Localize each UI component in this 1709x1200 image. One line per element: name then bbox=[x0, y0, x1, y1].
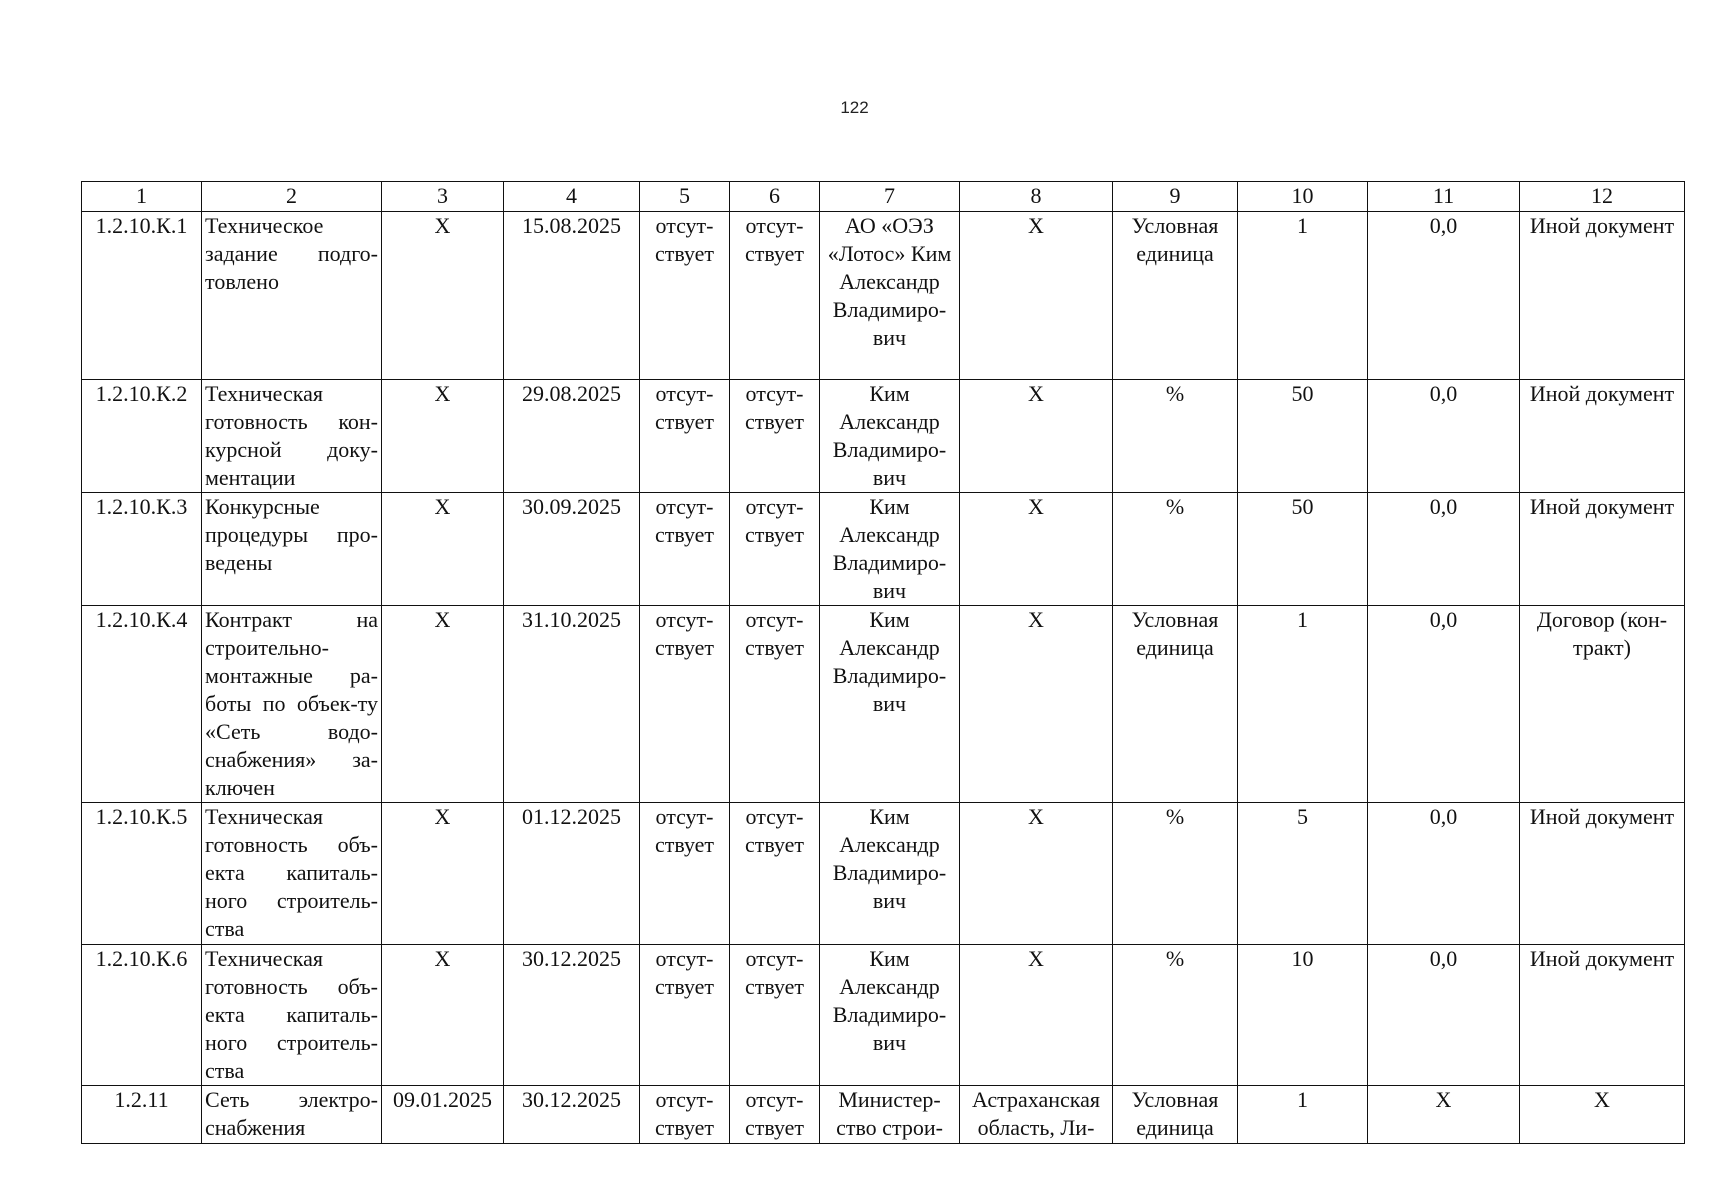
row-unit: % bbox=[1113, 803, 1238, 945]
row-col5: отсут-ствует bbox=[640, 945, 730, 1086]
column-number: 7 bbox=[820, 182, 960, 212]
column-number: 10 bbox=[1238, 182, 1368, 212]
table-row bbox=[82, 380, 1685, 493]
row-value: 5 bbox=[1238, 803, 1368, 945]
row-col11: Х bbox=[1368, 1086, 1520, 1144]
table-row bbox=[82, 803, 1685, 945]
row-col5: отсут-ствует bbox=[640, 380, 730, 493]
row-value: 50 bbox=[1238, 493, 1368, 606]
row-end: 30.12.2025 bbox=[504, 945, 640, 1086]
row-start: Х bbox=[382, 803, 504, 945]
page-number: 122 bbox=[840, 98, 869, 117]
row-col5: отсут-ствует bbox=[640, 606, 730, 803]
column-number: 9 bbox=[1113, 182, 1238, 212]
row-col6: отсут-ствует bbox=[730, 493, 820, 606]
table-row bbox=[82, 945, 1685, 1086]
row-col5: отсут-ствует bbox=[640, 803, 730, 945]
row-responsible: Министер-ство строи- bbox=[820, 1086, 960, 1144]
row-value: 1 bbox=[1238, 1086, 1368, 1144]
row-col11: 0,0 bbox=[1368, 212, 1520, 380]
column-number: 11 bbox=[1368, 182, 1520, 212]
row-responsible: Ким Александр Владимиро-вич bbox=[820, 493, 960, 606]
row-unit: % bbox=[1113, 380, 1238, 493]
column-number: 5 bbox=[640, 182, 730, 212]
row-col6: отсут-ствует bbox=[730, 803, 820, 945]
schedule-table bbox=[81, 181, 1685, 1144]
table-row bbox=[82, 1086, 1685, 1144]
column-number: 2 bbox=[202, 182, 382, 212]
row-col8: Х bbox=[960, 945, 1113, 1086]
row-start: Х bbox=[382, 606, 504, 803]
row-end: 31.10.2025 bbox=[504, 606, 640, 803]
column-number: 1 bbox=[82, 182, 202, 212]
row-col11: 0,0 bbox=[1368, 606, 1520, 803]
row-unit: % bbox=[1113, 493, 1238, 606]
row-value: 1 bbox=[1238, 212, 1368, 380]
column-number: 3 bbox=[382, 182, 504, 212]
row-document: Договор (кон-тракт) bbox=[1520, 606, 1685, 803]
column-number: 6 bbox=[730, 182, 820, 212]
row-col6: отсут-ствует bbox=[730, 1086, 820, 1144]
table-row bbox=[82, 493, 1685, 606]
row-start: Х bbox=[382, 380, 504, 493]
row-id: 1.2.11 bbox=[82, 1086, 202, 1144]
row-id: 1.2.10.К.1 bbox=[82, 212, 202, 380]
row-col6: отсут-ствует bbox=[730, 945, 820, 1086]
row-col6: отсут-ствует bbox=[730, 212, 820, 380]
row-col6: отсут-ствует bbox=[730, 380, 820, 493]
row-col8: Х bbox=[960, 606, 1113, 803]
row-document: Иной документ bbox=[1520, 945, 1685, 1086]
row-unit: Условная единица bbox=[1113, 212, 1238, 380]
row-col11: 0,0 bbox=[1368, 493, 1520, 606]
row-responsible: Ким Александр Владимиро-вич bbox=[820, 945, 960, 1086]
row-name: Техническое задание подго-товлено bbox=[202, 212, 382, 380]
row-start: Х bbox=[382, 945, 504, 1086]
row-col8: Астраханская область, Ли- bbox=[960, 1086, 1113, 1144]
row-value: 1 bbox=[1238, 606, 1368, 803]
row-end: 01.12.2025 bbox=[504, 803, 640, 945]
row-name: Техническая готовность объ-екта капиталь-ного строитель-ства bbox=[202, 945, 382, 1086]
row-col11: 0,0 bbox=[1368, 803, 1520, 945]
row-responsible: Ким Александр Владимиро-вич bbox=[820, 803, 960, 945]
row-start: Х bbox=[382, 212, 504, 380]
row-name: Техническая готовность кон-курсной доку-ментации bbox=[202, 380, 382, 493]
row-unit: % bbox=[1113, 945, 1238, 1086]
row-document: Иной документ bbox=[1520, 803, 1685, 945]
row-col5: отсут-ствует bbox=[640, 1086, 730, 1144]
column-number-row bbox=[82, 182, 1685, 212]
row-unit: Условная единица bbox=[1113, 606, 1238, 803]
row-col5: отсут-ствует bbox=[640, 493, 730, 606]
table-row bbox=[82, 606, 1685, 803]
row-start: Х bbox=[382, 493, 504, 606]
column-number: 8 bbox=[960, 182, 1113, 212]
row-col8: Х bbox=[960, 493, 1113, 606]
row-id: 1.2.10.К.2 bbox=[82, 380, 202, 493]
row-name: Контракт на строительно-монтажные ра-боты по объек-ту «Сеть водо-снабжения» за-ключен bbox=[202, 606, 382, 803]
row-col8: Х bbox=[960, 803, 1113, 945]
row-document: Иной документ bbox=[1520, 380, 1685, 493]
row-name: Сеть электро-снабжения bbox=[202, 1086, 382, 1144]
row-end: 29.08.2025 bbox=[504, 380, 640, 493]
row-col6: отсут-ствует bbox=[730, 606, 820, 803]
row-document: Х bbox=[1520, 1086, 1685, 1144]
row-end: 15.08.2025 bbox=[504, 212, 640, 380]
column-number: 4 bbox=[504, 182, 640, 212]
row-col8: Х bbox=[960, 380, 1113, 493]
row-start: 09.01.2025 bbox=[382, 1086, 504, 1144]
row-id: 1.2.10.К.4 bbox=[82, 606, 202, 803]
row-value: 50 bbox=[1238, 380, 1368, 493]
row-document: Иной документ bbox=[1520, 493, 1685, 606]
row-responsible: Ким Александр Владимиро-вич bbox=[820, 606, 960, 803]
row-col5: отсут-ствует bbox=[640, 212, 730, 380]
row-document: Иной документ bbox=[1520, 212, 1685, 380]
row-name: Техническая готовность объ-екта капиталь-ного строитель-ства bbox=[202, 803, 382, 945]
row-id: 1.2.10.К.3 bbox=[82, 493, 202, 606]
row-responsible: АО «ОЭЗ «Лотос» Ким Александр Владимиро-вич bbox=[820, 212, 960, 380]
row-responsible: Ким Александр Владимиро-вич bbox=[820, 380, 960, 493]
row-value: 10 bbox=[1238, 945, 1368, 1086]
table-row bbox=[82, 212, 1685, 380]
row-id: 1.2.10.К.6 bbox=[82, 945, 202, 1086]
row-end: 30.09.2025 bbox=[504, 493, 640, 606]
row-unit: Условная единица bbox=[1113, 1086, 1238, 1144]
row-col11: 0,0 bbox=[1368, 945, 1520, 1086]
column-number: 12 bbox=[1520, 182, 1685, 212]
row-col11: 0,0 bbox=[1368, 380, 1520, 493]
row-end: 30.12.2025 bbox=[504, 1086, 640, 1144]
row-col8: Х bbox=[960, 212, 1113, 380]
row-id: 1.2.10.К.5 bbox=[82, 803, 202, 945]
row-name: Конкурсные процедуры про-ведены bbox=[202, 493, 382, 606]
